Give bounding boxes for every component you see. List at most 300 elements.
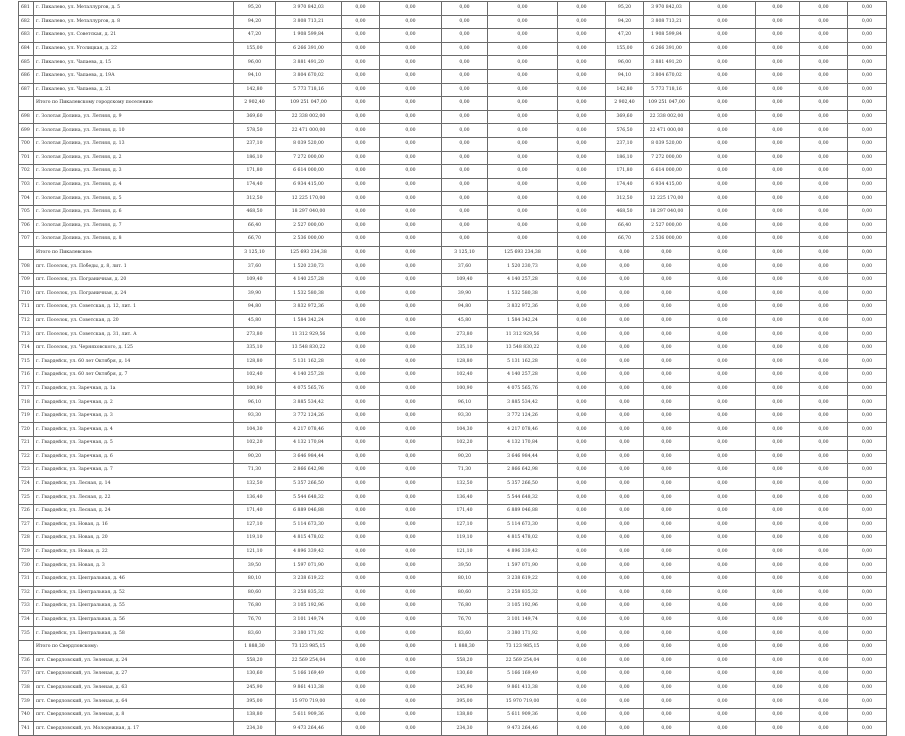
value-cell: 0,00 [606,477,644,491]
value-cell: 3 125,10 [234,246,276,260]
value-cell: 0,00 [690,192,756,206]
value-cell: 1 597 071,90 [488,559,558,573]
value-cell: 0,00 [756,287,800,301]
value-cell: 142,80 [234,83,276,97]
value-cell: 0,00 [488,178,558,192]
value-cell: 0,00 [342,518,380,532]
value-cell: 0,00 [800,355,848,369]
value-cell: 0,00 [606,559,644,573]
value-cell: 0,00 [644,341,690,355]
value-cell: 0,00 [800,246,848,260]
value-cell: 0,00 [342,178,380,192]
value-cell: 0,00 [800,559,848,573]
address-cell: г. Гвардейск, ул. Заречная, д. 2 [34,396,234,410]
housing-register-table [18,1,887,736]
value-cell: 0,00 [690,627,756,641]
value-cell: 0,00 [488,233,558,247]
value-cell: 0,00 [442,2,488,16]
address-cell: пгт. Свердловский, ул. Зеленая, д. 8 [34,708,234,722]
table-row [19,477,887,491]
value-cell: 0,00 [558,355,606,369]
row-number [19,640,34,654]
value-cell: 100,90 [234,382,276,396]
value-cell: 0,00 [690,151,756,165]
value-cell: 22 471 000,00 [276,124,342,138]
value-cell: 0,00 [606,301,644,315]
value-cell: 7 272 000,00 [276,151,342,165]
value-cell: 0,00 [644,518,690,532]
value-cell: 0,00 [690,586,756,600]
value-cell: 0,00 [848,124,887,138]
value-cell: 0,00 [800,464,848,478]
table-row [19,518,887,532]
row-number: 726 [19,504,34,518]
value-cell: 0,00 [690,409,756,423]
value-cell: 0,00 [800,572,848,586]
value-cell: 0,00 [690,559,756,573]
value-cell: 0,00 [380,654,442,668]
value-cell: 0,00 [380,15,442,29]
value-cell: 0,00 [800,409,848,423]
value-cell: 96,10 [442,396,488,410]
value-cell: 0,00 [342,504,380,518]
value-cell: 3 380 171,92 [276,627,342,641]
value-cell: 0,00 [848,314,887,328]
value-cell: 8 039 520,00 [644,137,690,151]
value-cell: 0,00 [756,42,800,56]
value-cell: 0,00 [800,301,848,315]
address-cell: г. Гвардейск, ул. Заречная, д. 3 [34,409,234,423]
value-cell: 186,10 [606,151,644,165]
value-cell: 0,00 [644,722,690,736]
value-cell: 0,00 [690,273,756,287]
value-cell: 0,00 [558,600,606,614]
table-row [19,450,887,464]
value-cell: 119,10 [234,532,276,546]
value-cell: 395,00 [234,695,276,709]
value-cell: 5 773 718,16 [644,83,690,97]
value-cell: 1 532 580,38 [276,287,342,301]
value-cell: 0,00 [800,586,848,600]
value-cell: 0,00 [644,504,690,518]
value-cell: 0,00 [756,559,800,573]
row-number: 706 [19,219,34,233]
row-number: 716 [19,369,34,383]
value-cell: 4 075 565,76 [488,382,558,396]
value-cell: 0,00 [380,233,442,247]
value-cell: 0,00 [848,301,887,315]
value-cell: 0,00 [756,586,800,600]
value-cell: 0,00 [606,491,644,505]
address-cell: пгт. Поселок, ул. Черняховского, д. 125 [34,341,234,355]
value-cell: 0,00 [442,151,488,165]
value-cell: 94,20 [234,15,276,29]
subtotal-row [19,640,887,654]
value-cell: 4 140 257,28 [488,369,558,383]
value-cell: 11 312 929,56 [488,328,558,342]
address-cell: пгт. Свердловский, ул. Зеленая, д. 27 [34,668,234,682]
value-cell: 0,00 [380,314,442,328]
row-number: 741 [19,722,34,736]
row-number: 721 [19,437,34,451]
value-cell: 125 693 234,38 [276,246,342,260]
value-cell: 0,00 [848,137,887,151]
table-row [19,708,887,722]
value-cell: 76,80 [234,600,276,614]
value-cell: 0,00 [606,572,644,586]
value-cell: 0,00 [644,640,690,654]
value-cell: 0,00 [380,423,442,437]
value-cell: 0,00 [442,178,488,192]
value-cell: 0,00 [342,83,380,97]
value-cell: 0,00 [690,708,756,722]
table-row [19,355,887,369]
value-cell: 4 815 478,02 [276,532,342,546]
value-cell: 578,50 [234,124,276,138]
value-cell: 0,00 [380,97,442,111]
address-cell: г. Гвардейск, ул. Центральная, д. 55 [34,600,234,614]
value-cell: 0,00 [800,437,848,451]
value-cell: 0,00 [606,640,644,654]
value-cell: 4 815 478,02 [488,532,558,546]
value-cell: 0,00 [800,69,848,83]
value-cell: 0,00 [756,464,800,478]
value-cell: 0,00 [848,151,887,165]
value-cell: 0,00 [558,722,606,736]
value-cell: 0,00 [848,369,887,383]
value-cell: 0,00 [342,613,380,627]
value-cell: 0,00 [606,437,644,451]
value-cell: 0,00 [380,532,442,546]
value-cell: 104,30 [234,423,276,437]
value-cell: 90,20 [442,450,488,464]
value-cell: 273,80 [442,328,488,342]
value-cell: 0,00 [380,219,442,233]
value-cell: 80,60 [234,586,276,600]
value-cell: 0,00 [558,586,606,600]
value-cell: 0,00 [442,192,488,206]
value-cell: 121,10 [234,545,276,559]
value-cell: 0,00 [848,110,887,124]
value-cell: 0,00 [558,464,606,478]
value-cell: 0,00 [848,545,887,559]
value-cell: 0,00 [380,491,442,505]
value-cell: 0,00 [558,708,606,722]
value-cell: 0,00 [342,668,380,682]
value-cell: 0,00 [644,328,690,342]
value-cell: 0,00 [342,328,380,342]
value-cell: 0,00 [342,640,380,654]
value-cell: 80,10 [442,572,488,586]
value-cell: 0,00 [558,178,606,192]
value-cell: 73 123 985,15 [488,640,558,654]
value-cell: 0,00 [756,518,800,532]
value-cell: 0,00 [380,355,442,369]
value-cell: 109 251 047,00 [276,97,342,111]
value-cell: 127,10 [234,518,276,532]
value-cell: 468,50 [606,205,644,219]
value-cell: 0,00 [690,382,756,396]
value-cell: 5 166 169,49 [276,668,342,682]
value-cell: 0,00 [488,192,558,206]
value-cell: 5 357 266,50 [276,477,342,491]
value-cell: 4 132 170,84 [488,437,558,451]
value-cell: 0,00 [558,287,606,301]
value-cell: 128,80 [234,355,276,369]
value-cell: 0,00 [800,29,848,43]
address-cell: г. Гвардейск, ул. 60 лет Октября, д. 7 [34,369,234,383]
value-cell: 3 646 984,44 [276,450,342,464]
value-cell: 0,00 [800,56,848,70]
value-cell: 0,00 [488,2,558,16]
value-cell: 83,60 [234,627,276,641]
value-cell: 0,00 [848,450,887,464]
value-cell: 4 140 257,28 [276,369,342,383]
address-cell: г. Золотая Долина, ул. Летняя, д. 2 [34,151,234,165]
value-cell: 0,00 [848,233,887,247]
value-cell: 0,00 [606,600,644,614]
value-cell: 0,00 [558,341,606,355]
value-cell: 5 544 648,32 [488,491,558,505]
value-cell: 0,00 [442,29,488,43]
value-cell: 102,40 [234,369,276,383]
value-cell: 5 611 909,36 [276,708,342,722]
value-cell: 95,20 [234,2,276,16]
value-cell: 0,00 [342,273,380,287]
value-cell: 0,00 [606,668,644,682]
value-cell: 0,00 [558,518,606,532]
value-cell: 0,00 [848,627,887,641]
value-cell: 0,00 [644,369,690,383]
value-cell: 0,00 [756,681,800,695]
value-cell: 1 584 342,24 [488,314,558,328]
value-cell: 3 970 842,03 [644,2,690,16]
value-cell: 0,00 [690,654,756,668]
value-cell: 0,00 [558,654,606,668]
value-cell: 5 114 673,30 [488,518,558,532]
value-cell: 0,00 [848,355,887,369]
value-cell: 5 357 266,50 [488,477,558,491]
value-cell: 0,00 [800,233,848,247]
row-number: 720 [19,423,34,437]
value-cell: 94,10 [234,69,276,83]
value-cell: 2 866 642,98 [488,464,558,478]
table-row [19,83,887,97]
value-cell: 0,00 [848,437,887,451]
value-cell: 0,00 [380,627,442,641]
value-cell: 0,00 [380,640,442,654]
value-cell: 0,00 [380,341,442,355]
value-cell: 0,00 [342,137,380,151]
value-cell: 71,30 [234,464,276,478]
value-cell: 0,00 [848,668,887,682]
value-cell: 0,00 [380,328,442,342]
value-cell: 3 804 670,02 [644,69,690,83]
value-cell: 12 225 170,00 [276,192,342,206]
value-cell: 0,00 [756,600,800,614]
value-cell: 0,00 [558,627,606,641]
value-cell: 15 970 719,00 [276,695,342,709]
value-cell: 0,00 [380,273,442,287]
value-cell: 0,00 [342,437,380,451]
value-cell: 0,00 [380,504,442,518]
value-cell: 3 101 149,74 [276,613,342,627]
value-cell: 0,00 [690,518,756,532]
address-cell: г. Золотая Долина, ул. Летняя, д. 4 [34,178,234,192]
table-row [19,396,887,410]
value-cell: 155,00 [606,42,644,56]
value-cell: 109,40 [442,273,488,287]
value-cell: 0,00 [558,504,606,518]
value-cell: 13 548 830,22 [276,341,342,355]
value-cell: 0,00 [380,165,442,179]
value-cell: 0,00 [756,260,800,274]
value-cell: 0,00 [756,97,800,111]
address-cell: г. Гвардейск, ул. Новая, д. 3 [34,559,234,573]
table-row [19,572,887,586]
address-cell: г. Золотая Долина, ул. Летняя, д. 5 [34,192,234,206]
row-number: 723 [19,464,34,478]
table-row [19,613,887,627]
value-cell: 0,00 [488,124,558,138]
value-cell: 0,00 [848,491,887,505]
value-cell: 0,00 [342,260,380,274]
value-cell: 0,00 [488,151,558,165]
table-row [19,627,887,641]
value-cell: 0,00 [800,613,848,627]
value-cell: 0,00 [342,382,380,396]
value-cell: 90,20 [234,450,276,464]
table-row [19,301,887,315]
address-cell: г. Золотая Долина, ул. Летняя, д. 6 [34,205,234,219]
row-number: 731 [19,572,34,586]
value-cell: 3 101 149,74 [488,613,558,627]
table-row [19,15,887,29]
table-row [19,192,887,206]
value-cell: 0,00 [442,83,488,97]
subtotal-label: Итого по Пикалевскому городскому поселению [34,97,234,111]
address-cell: г. Гвардейск, ул. Центральная, д. 52 [34,586,234,600]
value-cell: 0,00 [380,260,442,274]
value-cell: 3 105 192,96 [488,600,558,614]
value-cell: 0,00 [756,328,800,342]
value-cell: 0,00 [558,260,606,274]
value-cell: 0,00 [342,464,380,478]
value-cell: 138,80 [234,708,276,722]
value-cell: 102,20 [234,437,276,451]
value-cell: 0,00 [800,15,848,29]
row-number: 734 [19,613,34,627]
value-cell: 0,00 [380,69,442,83]
value-cell: 0,00 [558,29,606,43]
value-cell: 174,40 [606,178,644,192]
value-cell: 0,00 [800,124,848,138]
table-row [19,532,887,546]
value-cell: 4 896 339,42 [276,545,342,559]
value-cell: 0,00 [606,627,644,641]
value-cell: 3 646 984,44 [488,450,558,464]
value-cell: 0,00 [690,69,756,83]
value-cell: 0,00 [442,97,488,111]
value-cell: 0,00 [848,192,887,206]
value-cell: 0,00 [848,572,887,586]
value-cell: 0,00 [848,559,887,573]
value-cell: 0,00 [756,437,800,451]
value-cell: 0,00 [800,532,848,546]
value-cell: 0,00 [848,165,887,179]
value-cell: 0,00 [488,42,558,56]
value-cell: 138,80 [442,708,488,722]
value-cell: 6 266 391,00 [644,42,690,56]
value-cell: 0,00 [442,124,488,138]
value-cell: 0,00 [690,695,756,709]
value-cell: 5 166 169,49 [488,668,558,682]
value-cell: 0,00 [756,572,800,586]
value-cell: 0,00 [756,178,800,192]
value-cell: 94,20 [606,15,644,29]
value-cell: 0,00 [848,504,887,518]
value-cell: 234,30 [442,722,488,736]
value-cell: 2 536 000,00 [644,233,690,247]
value-cell: 0,00 [690,233,756,247]
value-cell: 39,90 [442,287,488,301]
row-number: 718 [19,396,34,410]
value-cell: 4 217 078,46 [488,423,558,437]
value-cell: 0,00 [558,396,606,410]
row-number [19,246,34,260]
value-cell: 0,00 [800,491,848,505]
value-cell: 22 569 254,04 [276,654,342,668]
row-number: 712 [19,314,34,328]
value-cell: 0,00 [690,287,756,301]
value-cell: 18 297 040,00 [276,205,342,219]
address-cell: г. Гвардейск, ул. Новая, д. 22 [34,545,234,559]
value-cell: 0,00 [558,640,606,654]
value-cell: 0,00 [800,640,848,654]
value-cell: 0,00 [342,56,380,70]
value-cell: 109,40 [234,273,276,287]
value-cell: 0,00 [342,110,380,124]
value-cell: 3 258 835,32 [276,586,342,600]
value-cell: 0,00 [342,477,380,491]
value-cell: 0,00 [848,97,887,111]
value-cell: 0,00 [690,681,756,695]
table-row [19,437,887,451]
value-cell: 0,00 [380,681,442,695]
value-cell: 0,00 [342,246,380,260]
value-cell: 0,00 [558,137,606,151]
value-cell: 0,00 [800,518,848,532]
value-cell: 2 536 000,00 [276,233,342,247]
row-number: 709 [19,273,34,287]
value-cell: 0,00 [644,314,690,328]
value-cell: 0,00 [756,355,800,369]
value-cell: 0,00 [644,287,690,301]
value-cell: 5 131 162,28 [276,355,342,369]
value-cell: 0,00 [380,192,442,206]
value-cell: 5 114 673,30 [276,518,342,532]
value-cell: 0,00 [558,301,606,315]
value-cell: 0,00 [342,654,380,668]
value-cell: 0,00 [558,205,606,219]
value-cell: 0,00 [380,477,442,491]
value-cell: 3 885 534,42 [276,396,342,410]
value-cell: 0,00 [756,450,800,464]
table-row [19,600,887,614]
value-cell: 71,30 [442,464,488,478]
table-row [19,2,887,16]
address-cell: пгт. Поселок, ул. Советская, д. 12, лит. 1 [34,301,234,315]
